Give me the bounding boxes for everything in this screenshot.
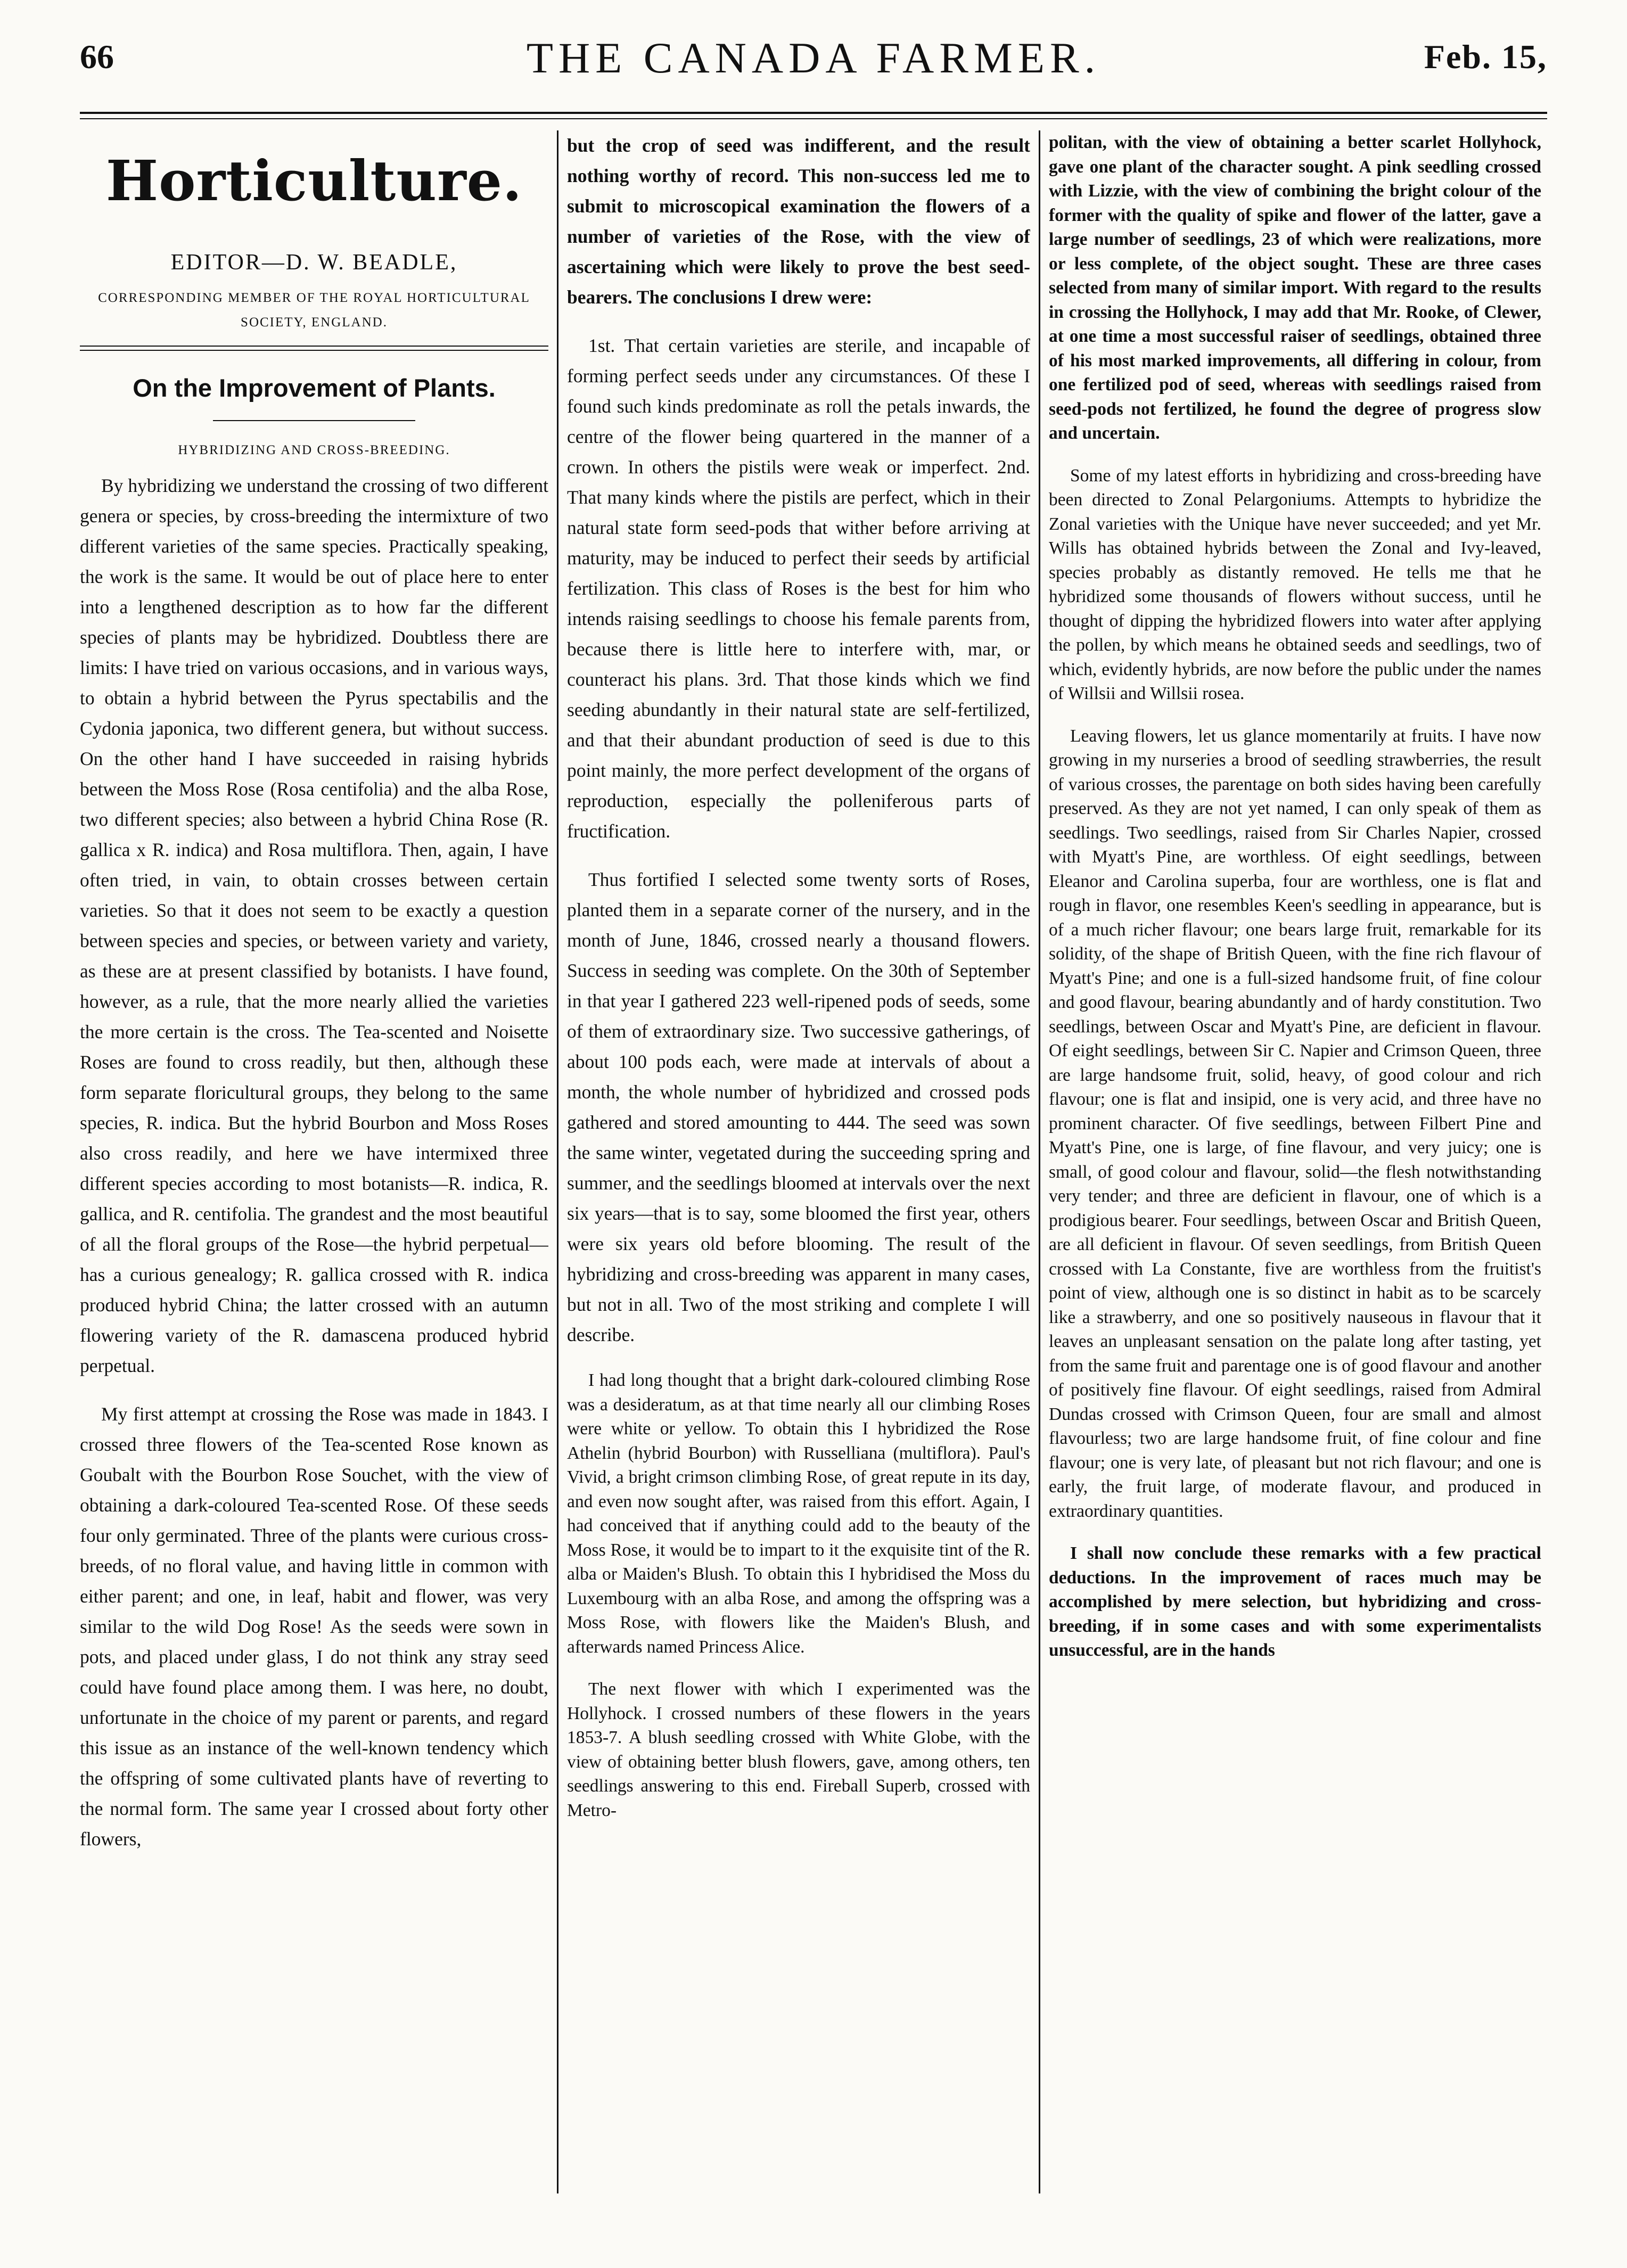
section-divider	[80, 346, 548, 351]
department-title: Horticulture.	[105, 148, 523, 213]
paragraph: but the crop of seed was indifferent, and the result nothing worthy of record. This non-success led me to submit to microscopical examination the flowers of a number of varieties of the Rose, with the view of ascertaining which were likely to prove the best seed-bearers. The conclusions I drew were:	[567, 135, 1030, 308]
paragraph: I shall now conclude these remarks with a few practical deductions. In the improvement of races much may be accomplished by mere selection, but hybridizing and cross-breeding, if in some cases and with some experimentalists unsuccessful, are in the hands	[1049, 1543, 1541, 1660]
issue-date: Feb. 15,	[1424, 38, 1547, 76]
page-header	[80, 27, 1547, 96]
title-divider	[213, 420, 415, 421]
paragraph: Some of my latest efforts in hybridizing and cross-breeding have been directed to Zonal Pelargoniums. Attempts to hybridize the Zonal varieties with the Unique have never succeeded; and yet Mr. Wills has obtained hybrids between the Zonal and Ivy-leaved, species probably as distantly removed. He tells me that he hybridized some thousands of flowers without success, until he thought of dipping the hybridized flowers into water after applying the pollen, by which means he obtained seeds and seedlings, two of which, evidently hybrids, are now before the public under the names of Willsii and Willsii rosea.	[1049, 465, 1541, 703]
paragraph: Leaving flowers, let us glance momentarily at fruits. I have now growing in my nurseries a brood of seedling strawberries, the result of various crosses, the parentage on both sides having been carefully preserved. As they are not yet named, I can only speak of them as seedlings. Two seedlings, raised from Sir Charles Napier, crossed with Myatt's Pine, are worthless. Of eight seedlings, between Eleanor and Carolina superba, four are worthless, one is flat and rough in flavor, one resembles Keen's seedling in appearance, but is of a much richer flavour; one bears large fruit, remarkable for its solidity, of the shape of British Queen, with the fine rich flavour of Myatt's Pine; and one is a full-sized handsome fruit, of fine colour and good flavour, bearing abundantly and of hardy constitution. Two seedlings, between Oscar and Myatt's Pine, are deficient in flavour. Of eight seedlings, between Sir C. Napier and Crimson Queen, three are large handsome fruit, solid, heavy, of good colour and rich flavour; one is flat and insipid, one is very acid, and three have no prominent character. Of five seedlings, between Filbert Pine and Myatt's Pine, one is large, of fine flavour, and very juicy; one is small, of good colour and flavour, solid—the flesh notwithstanding very tender; and three are deficient in flavour, one of which is a prodigious bearer. Four seedlings, between Oscar and British Queen, are all deficient in flavour. Of seven seedlings, from British Queen crossed with La Constante, five are worthless from the fruitist's point of view, although one is so distinct in habit as to be scarcely like a strawberry, and one so positively nauseous in flavour that it leaves an unpleasant sensation on the palate long after tasting, yet from the same fruit and parentage one is of good flavour and another of positively fine flavour. Of eight seedlings, raised from Admiral Dundas crossed with Crimson Queen, four are small and almost flavourless; two are large handsome fruit, of fine colour and fine flavour; one is very late, of pleasant but not rich flavour; and one is early, the fruit large, of moderate flavour, and produced in extraordinary quantities.	[1049, 726, 1541, 1521]
header-rule	[80, 112, 1547, 114]
column-1	[80, 130, 548, 2193]
paragraph: I had long thought that a bright dark-coloured climbing Rose was a desideratum, as at that time nearly all our climbing Roses were white or yellow. To obtain this I hybridized the Rose Athelin (hybrid Bourbon) with Russelliana (multiflora). Paul's Vivid, a bright crimson climbing Rose, of great repute in its day, and even now sought after, was raised from this effort. Again, I had conceived that if anything could add to the beauty of the Moss Rose, it would be to impart to it the exquisite tint of the R. alba or Maiden's Blush. To obtain this I hybridised the Moss du Luxembourg with an alba Rose, and among the offspring was a Moss Rose, with flowers like the Maiden's Blush, and afterwards named Princess Alice.	[567, 1370, 1030, 1657]
paragraph: By hybridizing we understand the crossing of two different genera or species, by cross-breeding the intermixture of two different varieties of the same species. Practically speaking, the work is the same. It would be out of place here to enter into a lengthened description as to how far the different species of plants may be hybridized. Doubtless there are limits: I have tried on various occasions, and in various ways, to obtain a hybrid between the Pyrus spectabilis and the Cydonia japonica, two different genera, but without success. On the other hand I have succeeded in raising hybrids between the Moss Rose (Rosa centifolia) and the alba Rose, two different species; also between a hybrid China Rose (R. gallica x R. indica) and Rosa multiflora. Then, again, I have often tried, in vain, to obtain crosses between certain varieties. So that it does not seem to be exactly a question between species and species, or between variety and variety, as these are at present classified by botanists. I have found, however, as a rule, that the more nearly allied the varieties the more certain is the cross. The Tea-scented and Noisette Roses are found to cross readily, but then, although these form separate floricultural groups, they belong to the same species, R. indica. But the hybrid Bourbon and Moss Roses also cross readily, and here we have intermixed three different species according to most botanists—R. indica, R. gallica, and R. centifolia. The grandest and the most beautiful of all the floral groups of the Rose—the hybrid perpetual—has a curious genealogy; R. gallica crossed with R. indica produced hybrid China; the latter crossed with an autumn flowering variety of the R. damascena produced hybrid perpetual.	[80, 475, 548, 1376]
editor-line: EDITOR—D. W. BEADLE,	[170, 250, 458, 275]
newspaper-title: THE CANADA FARMER.	[526, 34, 1101, 82]
editor-affiliation: CORRESPONDING MEMBER OF THE ROYAL HORTICULTURAL SOCIETY, ENGLAND.	[98, 291, 530, 330]
column-divider	[557, 130, 558, 2193]
column-3	[1049, 130, 1541, 2193]
column-2	[567, 130, 1030, 2193]
article-subtitle: HYBRIDIZING AND CROSS-BREEDING.	[178, 443, 450, 457]
page-number: 66	[80, 38, 114, 76]
paragraph: Thus fortified I selected some twenty sorts of Roses, planted them in a separate corner of the nursery, and in the month of June, 1846, crossed nearly a thousand flowers. Success in seeding was complete. On the 30th of September in that year I gathered 223 well-ripened pods of seeds, some of them of extraordinary size. Two successive gatherings, of about 100 pods each, were made at intervals of about a month, the whole number of hybridized and crossed pods gathered and stored amounting to 444. The seed was sown the same winter, vegetated during the succeeding spring and summer, and the seedlings bloomed at intervals over the next six years—that is to say, some bloomed the first year, others were six years old before blooming. The result of the hybridizing and cross-breeding was apparent in many cases, but not in all. Two of the most striking and complete I will describe.	[567, 869, 1030, 1345]
paragraph: My first attempt at crossing the Rose was made in 1843. I crossed three flowers of the Tea-scented Rose known as Goubalt with the Bourbon Rose Souchet, with the view of obtaining a dark-coloured Tea-scented Rose. Of these seeds four only germinated. Three of the plants were curious cross-breeds, of no floral value, and having little in common with either parent; and one, in leaf, habit and flower, was very similar to the wild Dog Rose! As the seeds were sown in pots, and placed under glass, I do not think any stray seed could have found place among them. I was here, no doubt, unfortunate in the choice of my parent or parents, and regard this issue as an instance of the well-known tendency which the offspring of some cultivated plants have of reverting to the normal form. The same year I crossed about forty other flowers,	[80, 1403, 548, 1850]
header-rule-thin	[80, 118, 1547, 119]
article-title: On the Improvement of Plants.	[133, 374, 496, 402]
paragraph: 1st. That certain varieties are sterile, and incapable of forming perfect seeds under any circumstances. Of these I found such kinds predominate as roll the petals inwards, the centre of the flower being quartered in the manner of a crown. In others the pistils were weak or imperfect. 2nd. That many kinds where the pistils are perfect, which in their natural state form seed-pods that wither before arriving at maturity, may be induced to perfect their seeds by artificial fertilization. This class of Roses is the best for him who intends raising seedlings to choose his female parents from, because there is little here to interfere with, mar, or counteract his plans. 3rd. That those kinds which we find seeding abundantly in their natural state are self-fertilized, and that their abundant production of seed is due to this point mainly, the more perfect development of the organs of reproduction, especially the polleniferous parts of fructification.	[567, 335, 1030, 842]
column-divider	[1039, 130, 1040, 2193]
paragraph: politan, with the view of obtaining a better scarlet Hollyhock, gave one plant of the character sought. A pink seedling crossed with Lizzie, with the view of combining the bright colour of the former with the quality of spike and flower of the latter, gave a large number of seedlings, 23 of which were realizations, more or less complete, of the object sought. These are three cases selected from many of similar import. With regard to the results in crossing the Hollyhock, I may add that Mr. Rooke, of Clewer, at one time a most successful raiser of seedlings, obtained three of his most marked improvements, all differing in colour, from one fertilized pod of seed, whereas with seedlings raised from seed-pods not fertilized, he found the degree of progress slow and uncertain.	[1049, 133, 1541, 443]
paragraph: The next flower with which I experimented was the Hollyhock. I crossed numbers of these flowers in the years 1853-7. A blush seedling crossed with White Globe, with the view of obtaining better blush flowers, gave, among others, ten seedlings answering to this end. Fireball Superb, crossed with Metro-	[567, 1679, 1030, 1820]
